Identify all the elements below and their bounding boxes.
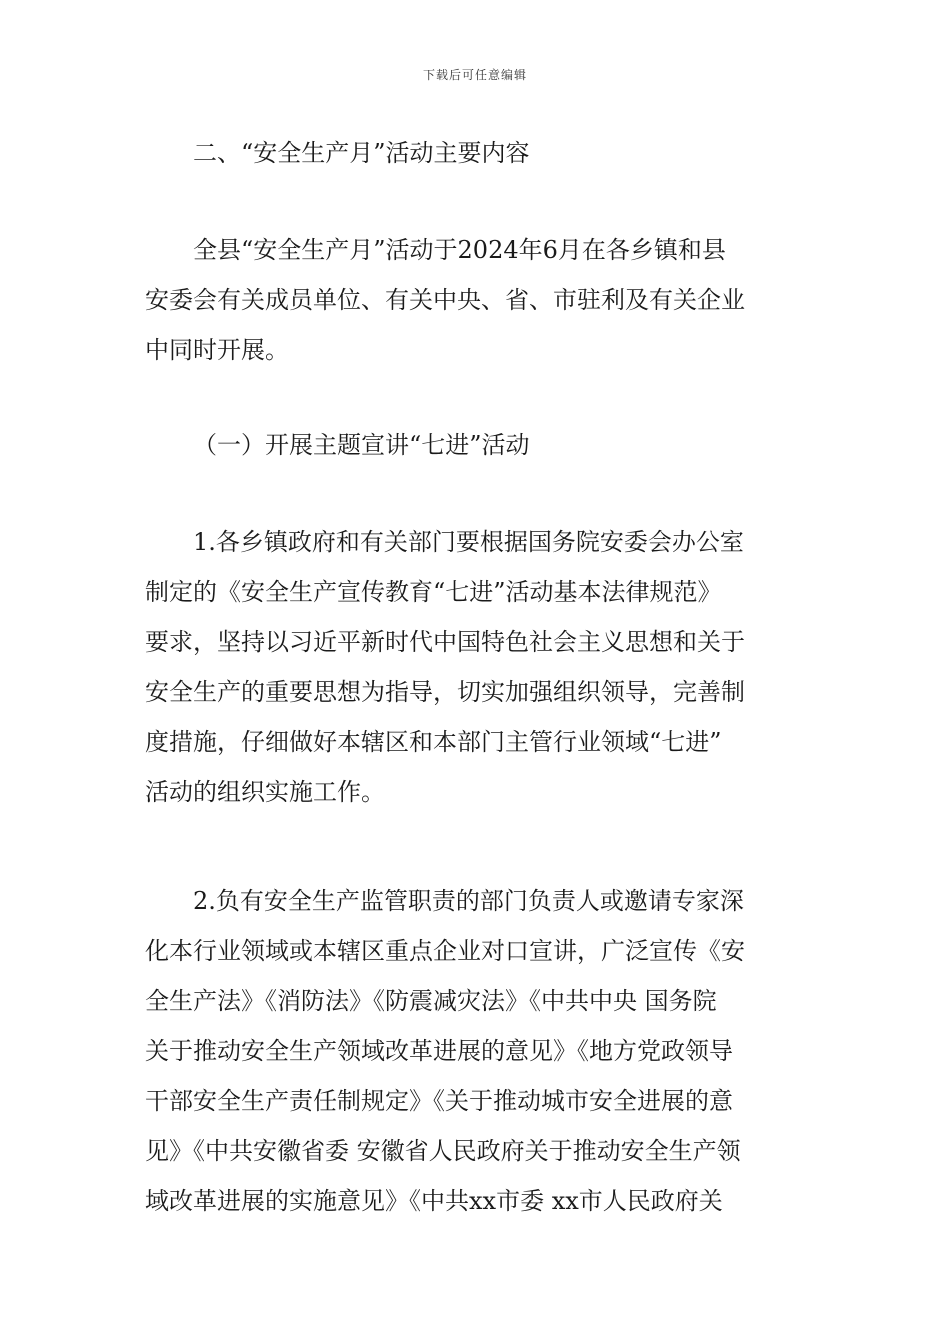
paragraph-line: 1.各乡镇政府和有关部门要根据国务院安委会办公室 bbox=[193, 528, 744, 556]
paragraph-line: 制定的《安全生产宣传教育“七进”活动基本法律规范》 bbox=[145, 578, 722, 606]
document-body bbox=[145, 128, 805, 1226]
item-2-paragraph bbox=[145, 876, 805, 1226]
paragraph-line: 关于推动安全生产领域改革进展的意见》《地方党政领导 bbox=[145, 1037, 733, 1065]
paragraph-line: 中同时开展。 bbox=[145, 336, 289, 364]
paragraph-line: 安委会有关成员单位、有关中央、省、市驻利及有关企业 bbox=[145, 286, 745, 314]
paragraph-line: 2.负有安全生产监管职责的部门负责人或邀请专家深 bbox=[193, 887, 744, 915]
subsection-heading: （一）开展主题宣讲“七进”活动 bbox=[193, 431, 530, 459]
paragraph-line: 域改革进展的实施意见》《中共xx市委 xx市人民政府关 bbox=[145, 1187, 723, 1215]
paragraph-line: 度措施，仔细做好本辖区和本部门主管行业领域“七进” bbox=[145, 728, 722, 756]
section-heading: 二、“安全生产月”活动主要内容 bbox=[193, 139, 530, 167]
paragraph-line: 要求，坚持以习近平新时代中国特色社会主义思想和关于 bbox=[145, 628, 745, 656]
item-1-paragraph bbox=[145, 517, 805, 817]
paragraph-line: 见》《中共安徽省委 安徽省人民政府关于推动安全生产领 bbox=[145, 1137, 741, 1165]
paragraph-line: 全县“安全生产月”活动于2024年6月在各乡镇和县 bbox=[193, 236, 726, 264]
page-header: 下载后可任意编辑 bbox=[422, 68, 527, 82]
paragraph-line: 安全生产的重要思想为指导，切实加强组织领导，完善制 bbox=[145, 678, 745, 706]
paragraph-line: 活动的组织实施工作。 bbox=[145, 778, 385, 806]
intro-paragraph bbox=[145, 225, 805, 375]
paragraph-line: 全生产法》《消防法》《防震减灾法》《中共中央 国务院 bbox=[145, 987, 717, 1015]
paragraph-line: 干部安全生产责任制规定》《关于推动城市安全进展的意 bbox=[145, 1087, 733, 1115]
paragraph-line: 化本行业领域或本辖区重点企业对口宣讲，广泛宣传《安 bbox=[145, 937, 745, 965]
